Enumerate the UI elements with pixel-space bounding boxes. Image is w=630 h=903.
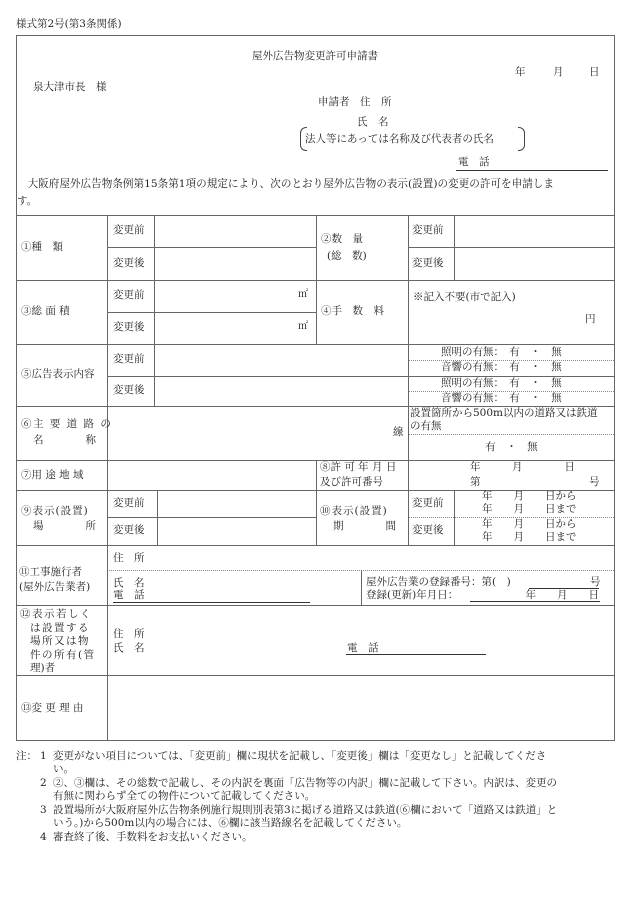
fee-unit: 円 <box>585 313 596 325</box>
notes-prefix: 注： <box>16 750 37 762</box>
permit-label-1: ⑧許 可 年 月 日 <box>320 461 397 473</box>
owner-label-line: は設置する <box>30 621 90 634</box>
quantity-before-label: 変更前 <box>412 224 444 236</box>
content-after-label: 変更後 <box>113 384 145 396</box>
area-after-label: 変更後 <box>113 321 145 333</box>
contractor-address-input[interactable] <box>150 546 610 569</box>
note-number: 3 <box>40 804 47 816</box>
form-number: 様式第2号(第3条関係) <box>16 18 122 30</box>
content-before-label: 変更前 <box>113 353 145 365</box>
frame-right <box>614 35 615 740</box>
date-year: 年 <box>515 66 526 78</box>
contractor-address-label: 住 所 <box>113 552 145 564</box>
period-before-from[interactable]: 年 月 日から <box>482 490 577 502</box>
contractor-label-2: (屋外広告業者) <box>19 581 91 593</box>
intro-line-2: す。 <box>17 195 38 207</box>
period-after-label: 変更後 <box>412 524 444 536</box>
quantity-before-input[interactable] <box>456 216 613 246</box>
frame-left <box>16 35 17 740</box>
frame-top <box>16 35 615 36</box>
reason-input[interactable] <box>109 676 613 739</box>
col-line <box>408 460 409 545</box>
content-after-lighting[interactable]: 照明の有無： 有 ・ 無 <box>441 377 562 389</box>
owner-label-line: ⑫表示若しく <box>20 608 92 620</box>
location-after-input[interactable] <box>159 518 315 544</box>
intro-line-1: 大阪府屋外広告物条例第15条第1項の規定により、次のとおり屋外広告物の表示(設置)の変更の許可を申請しま <box>17 178 554 190</box>
content-after-input[interactable] <box>156 377 407 405</box>
type-before-input[interactable] <box>156 216 315 246</box>
applicant-phone-label: 電 話 <box>458 156 490 168</box>
owner-name-label: 氏 名 <box>113 642 145 654</box>
owner-label-line: 件の所有(管 <box>30 648 96 661</box>
area-label: ③総 面 積 <box>21 305 70 317</box>
note-number: 2 <box>40 777 47 789</box>
location-before-label: 変更前 <box>113 497 145 509</box>
bracket-right <box>518 127 525 151</box>
quantity-label-1: ②数 量 <box>321 233 363 245</box>
date-day: 日 <box>589 66 600 78</box>
col-line <box>316 215 317 344</box>
contractor-reg-date-values[interactable]: 年 月 日 <box>525 589 599 601</box>
content-before-input[interactable] <box>156 345 407 375</box>
permit-label-2: 及び許可番号 <box>320 476 383 488</box>
owner-address-label: 住 所 <box>113 628 145 640</box>
col-line <box>157 490 158 545</box>
owner-phone-label: 電 話 <box>347 642 379 654</box>
contractor-reg-number-suffix: 号 <box>590 576 601 588</box>
date-month: 月 <box>553 66 564 78</box>
type-after-label: 変更後 <box>113 257 145 269</box>
road-label-1: ⑥主 要 道 路 の <box>21 418 113 430</box>
col-line <box>454 490 455 545</box>
road-suffix: 線 <box>393 426 404 438</box>
road-question-1: 設置箇所から500m以内の道路又は鉄道 <box>410 407 598 419</box>
owner-phone-line[interactable] <box>346 654 486 655</box>
road-label-2: 名 称 <box>33 434 96 446</box>
permit-date[interactable]: 年 月 日 <box>470 461 575 473</box>
note-line: 有無に関わらず全ての物件について記載してください。 <box>53 790 316 802</box>
owner-label-line: 理)者 <box>30 662 56 674</box>
col-line <box>154 215 155 406</box>
fee-label: ④手 数 料 <box>321 305 384 317</box>
type-after-input[interactable] <box>156 248 315 279</box>
permit-number-suffix: 号 <box>589 476 600 488</box>
road-question-2: の有無 <box>410 420 442 432</box>
content-after-sound[interactable]: 音響の有無： 有 ・ 無 <box>441 392 562 404</box>
owner-label-line: 場所又は物 <box>30 635 90 647</box>
note-line: ②、③欄は、その総数で記載し、その内訳を裏面「広告物等の内訳」欄に記載して下さい。内訳は、変更の <box>53 777 557 789</box>
zone-input[interactable] <box>109 461 315 489</box>
reason-label: ⑬変 更 理 由 <box>21 702 84 714</box>
col-line <box>107 215 108 740</box>
location-after-label: 変更後 <box>113 524 145 536</box>
applicant-address-label: 申請者 住 所 <box>318 96 392 108</box>
contractor-phone-line[interactable] <box>113 602 310 603</box>
addressee: 泉大津市長 様 <box>33 81 107 93</box>
quantity-label-2: (総 数) <box>327 250 367 262</box>
applicant-name-label: 氏 名 <box>357 116 389 128</box>
permit-number-prefix: 第 <box>470 476 481 488</box>
owner-label <box>20 608 96 676</box>
applicant-corp-note: 法人等にあっては名称及び代表者の氏名 <box>305 133 494 145</box>
contractor-reg-date-label: 登録(更新)年月日： <box>366 589 459 601</box>
note-line: いう。)から500m以内の場合には、⑥欄に該当路線名を記載してください。 <box>53 817 408 829</box>
period-before-label: 変更前 <box>412 497 444 509</box>
note-number: 4 <box>40 831 47 843</box>
location-label-1: ⑨表示(設置) <box>21 505 89 517</box>
col-line <box>408 215 409 406</box>
contractor-reg-number-label: 屋外広告業の登録番号：第( ) <box>366 576 511 588</box>
content-before-lighting[interactable]: 照明の有無： 有 ・ 無 <box>441 346 562 358</box>
area-after-input[interactable] <box>156 313 294 343</box>
period-after-to[interactable]: 年 月 日まで <box>482 531 577 543</box>
content-before-sound[interactable]: 音響の有無： 有 ・ 無 <box>441 361 562 373</box>
area-before-input[interactable] <box>156 281 294 311</box>
area-after-unit: ㎡ <box>298 321 308 332</box>
page-title: 屋外広告物変更許可申請書 <box>252 50 378 62</box>
row-line <box>16 605 615 606</box>
note-line: 設置場所が大阪府屋外広告物条例施行規則別表第3に掲げる道路又は鉄道(⑥欄において「道路又は鉄道」と <box>53 804 558 816</box>
col-line <box>361 570 362 605</box>
area-before-label: 変更前 <box>113 289 145 301</box>
applicant-phone-line[interactable] <box>456 170 608 171</box>
content-label: ⑤広告表示内容 <box>21 368 95 380</box>
road-name-input[interactable] <box>109 407 389 459</box>
type-label: ①種 類 <box>21 241 63 253</box>
frame-bottom <box>16 740 615 741</box>
contractor-name-label: 氏 名 <box>113 577 145 589</box>
note-line: い。 <box>53 763 74 775</box>
period-label-1: ⑩表示(設置) <box>320 505 388 517</box>
dotted-line <box>408 434 614 435</box>
note-number: 1 <box>40 750 47 762</box>
quantity-after-label: 変更後 <box>412 257 444 269</box>
type-before-label: 変更前 <box>113 224 145 236</box>
contractor-reg-date-line <box>470 601 600 602</box>
area-before-unit: ㎡ <box>298 289 308 300</box>
fee-note: ※記入不要(市で記入) <box>413 291 516 303</box>
period-label-2: 期 間 <box>333 520 396 532</box>
location-before-input[interactable] <box>159 491 315 516</box>
col-line <box>454 215 455 280</box>
contractor-phone-label: 電 話 <box>113 589 145 601</box>
note-line: 審査終了後、手数料をお支払いください。 <box>53 831 253 843</box>
col-line <box>316 460 317 545</box>
quantity-after-input[interactable] <box>456 248 613 279</box>
road-options[interactable]: 有 ・ 無 <box>485 441 538 453</box>
location-label-2: 場 所 <box>33 520 96 532</box>
zone-label: ⑦用 途 地 域 <box>21 469 84 481</box>
period-before-to[interactable]: 年 月 日まで <box>482 503 577 515</box>
note-line: 変更がない項目については、「変更前」欄に現状を記載し、「変更後」欄は「変更なし」と記載してくださ <box>53 750 547 762</box>
contractor-label-1: ⑪工事施行者 <box>19 566 82 578</box>
period-after-from[interactable]: 年 月 日から <box>482 518 577 530</box>
